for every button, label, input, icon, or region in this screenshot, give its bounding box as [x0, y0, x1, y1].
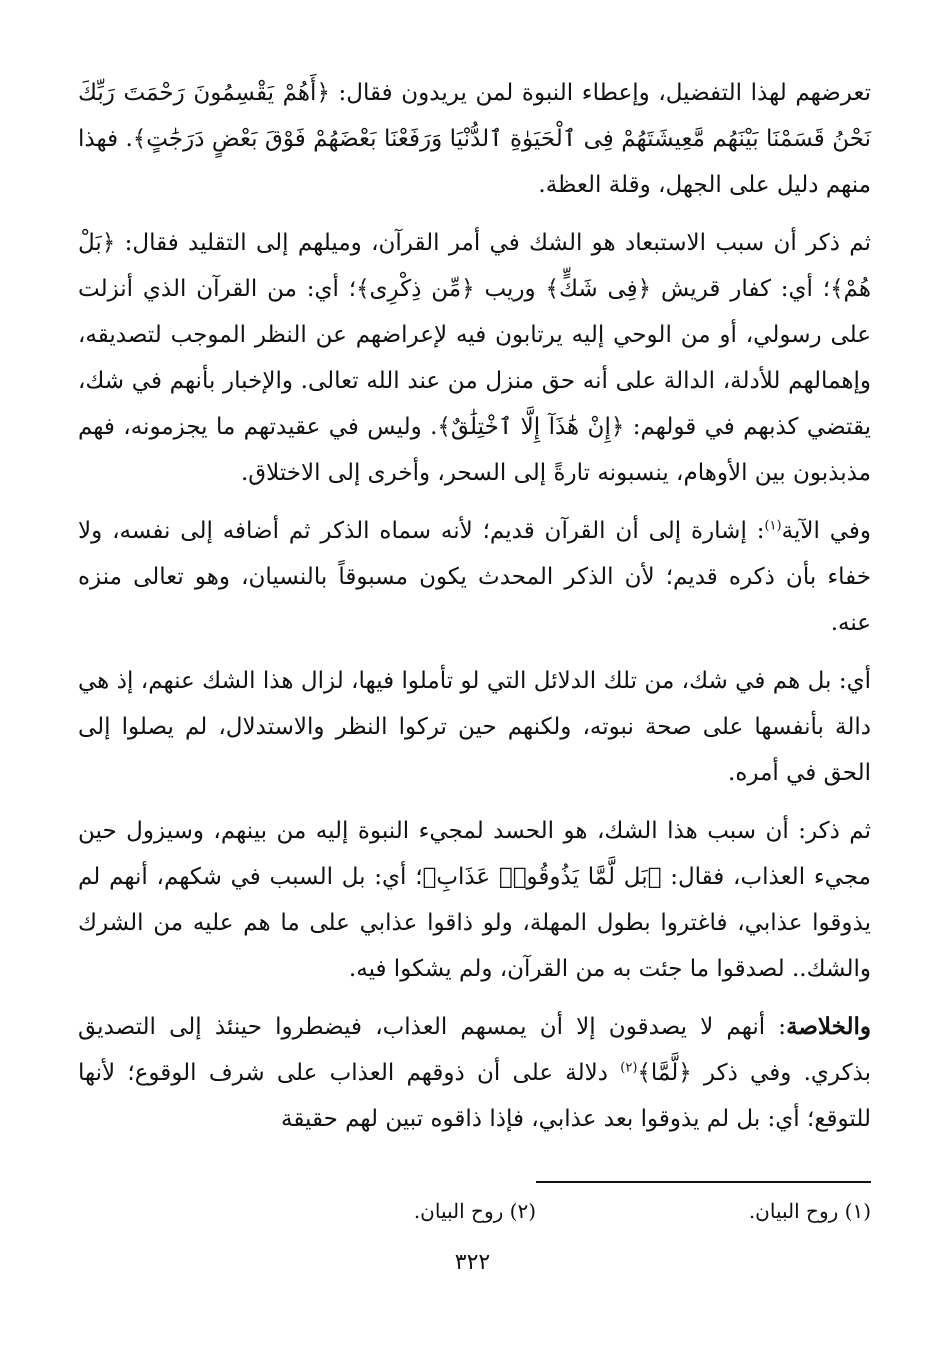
footnote-1-text: روح البيان. — [748, 1199, 839, 1223]
footnotes — [78, 1196, 871, 1230]
paragraph-4 — [78, 658, 871, 796]
paragraph-6-text-start: : أنهم لا يصدقون إلا أن يمسهم العذاب، فيضطروا حينئذ إلى التصديق بذكري. وفي ذكر ﴿لَّمَّا﴾ — [78, 1014, 872, 1086]
footnote-ref-1[interactable]: (١) — [764, 518, 782, 534]
footnote-2-mark: (٢) — [509, 1199, 536, 1223]
paragraph-1 — [78, 70, 871, 208]
paragraph-2 — [78, 220, 871, 496]
footnote-2-text: روح البيان. — [413, 1199, 504, 1223]
paragraph-1-text: تعرضهم لهذا التفضيل، وإعطاء النبوة لمن يريدون فقال: ﴿أَهُمْ يَقْسِمُونَ رَحْمَتَ رَبِّكَ نَحْنُ قَسَمْنَا بَيْنَهُم مَّعِيشَتَهُمْ فِى ٱلْحَيَوٰةِ ٱلدُّنْيَا وَرَفَعْنَا بَعْضَهُمْ فَوْقَ بَعْضٍ دَرَجَٰتٍ﴾. فهذا منهم دليل على الجهل، وقلة العظة. — [78, 80, 871, 198]
footnote-1-mark: (١) — [844, 1199, 871, 1223]
page-number: ٣٢٢ — [454, 1250, 491, 1275]
paragraph-5-text: ثم ذكر: أن سبب هذا الشك، هو الحسد لمجيء النبوة إليه من بينهم، وسيزول حين مجيء العذاب، فقال: ﴿بَل لَّمَّا يَذُوقُوا۟ عَذَابِ﴾؛ أي: بل السبب في شكهم، أنهم لم يذوقوا عذابي، فاغتروا بطول المهلة، ولو ذاقوا عذابي على ما هم عليه من الشرك والشك.. لصدقوا ما جئت به من القرآن، ولم يشكوا فيه. — [78, 818, 871, 982]
paragraph-3-text-end: : إشارة إلى أن القرآن قديم؛ لأنه سماه الذكر ثم أضافه إلى نفسه، ولا خفاء بأن ذكره قديم؛ لأن الذكر المحدث يكون مسبوقاً بالنسيان، وهو تعالى منزه عنه. — [78, 518, 871, 636]
footnote-divider — [536, 1181, 871, 1183]
paragraph-3-text-start: وفي الآية — [781, 518, 871, 544]
paragraph-6-lead: والخلاصة — [786, 1013, 871, 1040]
paragraph-6 — [78, 1004, 871, 1142]
footnote-1 — [749, 1196, 871, 1226]
paragraph-2-text: ثم ذكر أن سبب الاستبعاد هو الشك في أمر القرآن، وميلهم إلى التقليد فقال: ﴿بَلْ هُمْ﴾؛ أي: كفار قريش ﴿فِى شَكٍّ﴾ وريب ﴿مِّن ذِكْرِى﴾؛ أي: من القرآن الذي أنزلت على رسولي، أو من الوحي إليه يرتابون فيه لإعراضهم عن النظر الموجب لتصديقه، وإهمالهم للأدلة، الدالة على أنه حق منزل من عند الله تعالى. والإخبار بأنهم في شك، يقتضي كذبهم في قولهم: ﴿إِنْ هَٰذَآ إِلَّا ٱخْتِلَٰقٌ﴾. وليس في عقيدتهم ما يجزمونه، فهم مذبذبون بين الأوهام، ينسبونه تارةً إلى السحر، وأخرى إلى الاختلاق. — [78, 230, 871, 486]
page-body — [78, 70, 871, 1154]
paragraph-4-text: أي: بل هم في شك، من تلك الدلائل التي لو تأملوا فيها، لزال هذا الشك عنهم، إذ هي دالة بأنفسها على صحة نبوته، ولكنهم حين تركوا النظر والاستدلال، لم يصلوا إلى الحق في أمره. — [78, 668, 871, 786]
paragraph-3 — [78, 508, 871, 646]
footnote-2 — [414, 1196, 536, 1226]
paragraph-6-text-end: دلالة على أن ذوقهم العذاب على شرف الوقوع؛ لأنها للتوقع؛ أي: بل لم يذوقوا بعد عذابي، فإذا ذاقوه تبين لهم حقيقة — [78, 1060, 871, 1132]
footnote-ref-2[interactable]: (٢) — [620, 1060, 638, 1076]
paragraph-5 — [78, 808, 871, 992]
